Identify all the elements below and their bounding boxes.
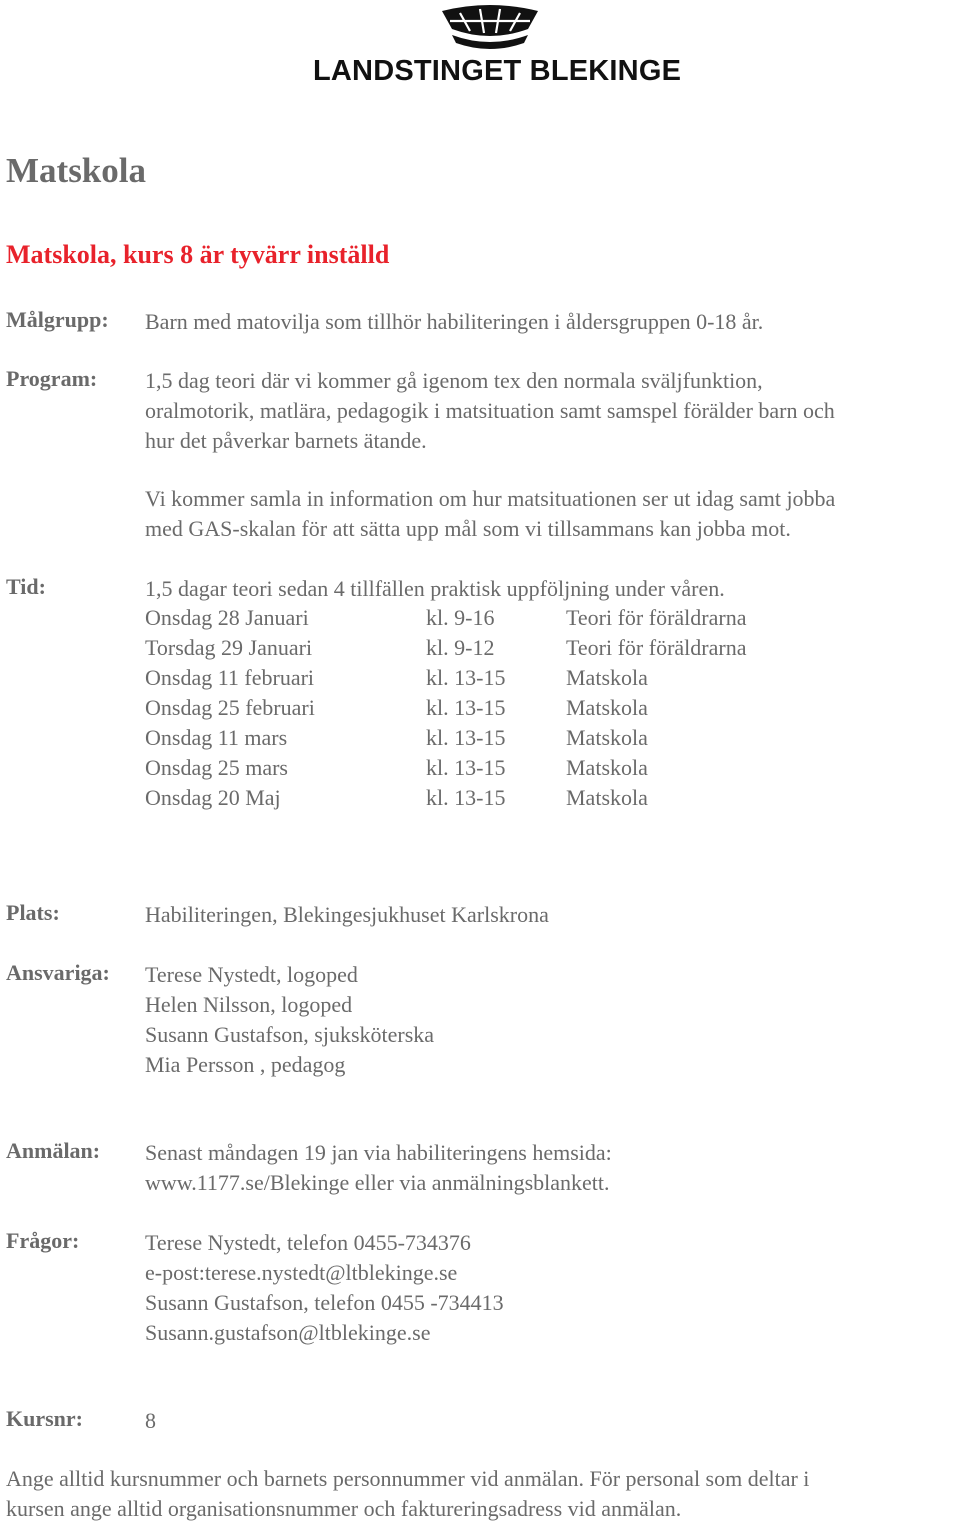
fragor-contacts — [145, 1228, 504, 1348]
schedule-date: Onsdag 28 Januari — [145, 605, 309, 630]
program-line: hur det påverkar barnets ätande. — [145, 428, 427, 453]
ansvariga-list — [145, 960, 434, 1080]
ansvariga-label: Ansvariga: — [6, 960, 110, 985]
tid-label: Tid: — [6, 574, 46, 599]
schedule-date: Onsdag 11 februari — [145, 665, 315, 690]
schedule-date: Onsdag 11 mars — [145, 725, 288, 750]
schedule-topic: Teori för föräldrarna — [566, 605, 747, 630]
contact-email: Susann.gustafson@ltblekinge.se — [145, 1320, 431, 1345]
anmalan-label: Anmälan: — [6, 1138, 101, 1163]
tid-intro: 1,5 dagar teori sedan 4 tillfällen praktisk uppföljning under våren. — [145, 576, 725, 601]
program-line: 1,5 dag teori där vi kommer gå igenom tex den normala sväljfunktion, — [145, 368, 763, 393]
schedule-date: Onsdag 25 februari — [145, 695, 315, 720]
schedule-topic: Matskola — [566, 785, 648, 810]
schedule-topic: Matskola — [566, 695, 648, 720]
footnote-line: kursen ange alltid organisationsnummer och faktureringsadress vid anmälan. — [6, 1496, 682, 1521]
responsible-person: Susann Gustafson, sjuksköterska — [145, 1022, 435, 1047]
anmalan-line: www.1177.se/Blekinge eller via anmälningsblankett. — [145, 1170, 610, 1195]
malgrupp-label: Målgrupp: — [6, 307, 109, 332]
responsible-person: Terese Nystedt, logoped — [145, 962, 358, 987]
header-logo — [0, 0, 960, 100]
plats-label: Plats: — [6, 900, 60, 925]
schedule-topic: Matskola — [566, 725, 648, 750]
schedule-time: kl. 13-15 — [426, 725, 506, 750]
contact-line: Terese Nystedt, telefon 0455-734376 — [145, 1230, 471, 1255]
schedule-time: kl. 9-16 — [426, 605, 495, 630]
ship-logo-icon — [440, 3, 540, 53]
program-line: Vi kommer samla in information om hur matsituationen ser ut idag samt jobba — [145, 486, 836, 511]
schedule-time: kl. 9-12 — [426, 635, 495, 660]
contact-line: Susann Gustafson, telefon 0455 -734413 — [145, 1290, 504, 1315]
footnote-line: Ange alltid kursnummer och barnets personnummer vid anmälan. För personal som deltar i — [6, 1466, 810, 1491]
logo-wordmark: LANDSTINGET BLEKINGE — [313, 55, 682, 87]
schedule-date: Torsdag 29 Januari — [145, 635, 313, 660]
schedule-time: kl. 13-15 — [426, 785, 506, 810]
schedule-topic: Matskola — [566, 755, 648, 780]
page-title: Matskola — [6, 151, 146, 190]
schedule-time: kl. 13-15 — [426, 695, 506, 720]
program-line: med GAS-skalan för att sätta upp mål som vi tillsammans kan jobba mot. — [145, 516, 791, 541]
program-text-2 — [145, 484, 835, 544]
schedule-time: kl. 13-15 — [426, 755, 506, 780]
program-line: oralmotorik, matlära, pedagogik i matsituation samt samspel förälder barn och — [145, 398, 835, 423]
schedule-topic: Matskola — [566, 665, 648, 690]
plats-text: Habiliteringen, Blekingesjukhuset Karlskrona — [145, 902, 549, 927]
schedule-date: Onsdag 20 Maj — [145, 785, 281, 810]
program-label: Program: — [6, 366, 98, 391]
contact-email: e-post:terese.nystedt@ltblekinge.se — [145, 1260, 458, 1285]
schedule-time: kl. 13-15 — [426, 665, 506, 690]
footnote — [6, 1464, 956, 1524]
schedule-date: Onsdag 25 mars — [145, 755, 288, 780]
schedule-topic: Teori för föräldrarna — [566, 635, 747, 660]
kursnr-label: Kursnr: — [6, 1406, 83, 1431]
responsible-person: Helen Nilsson, logoped — [145, 992, 353, 1017]
fragor-label: Frågor: — [6, 1228, 80, 1253]
cancellation-notice: Matskola, kurs 8 är tyvärr inställd — [6, 240, 390, 269]
program-text — [145, 366, 835, 456]
kursnr-value: 8 — [145, 1408, 156, 1433]
anmalan-text — [145, 1138, 612, 1198]
responsible-person: Mia Persson , pedagog — [145, 1052, 346, 1077]
anmalan-line: Senast måndagen 19 jan via habiliteringens hemsida: — [145, 1140, 612, 1165]
malgrupp-text: Barn med matovilja som tillhör habiliteringen i åldersgruppen 0-18 år. — [145, 309, 764, 334]
